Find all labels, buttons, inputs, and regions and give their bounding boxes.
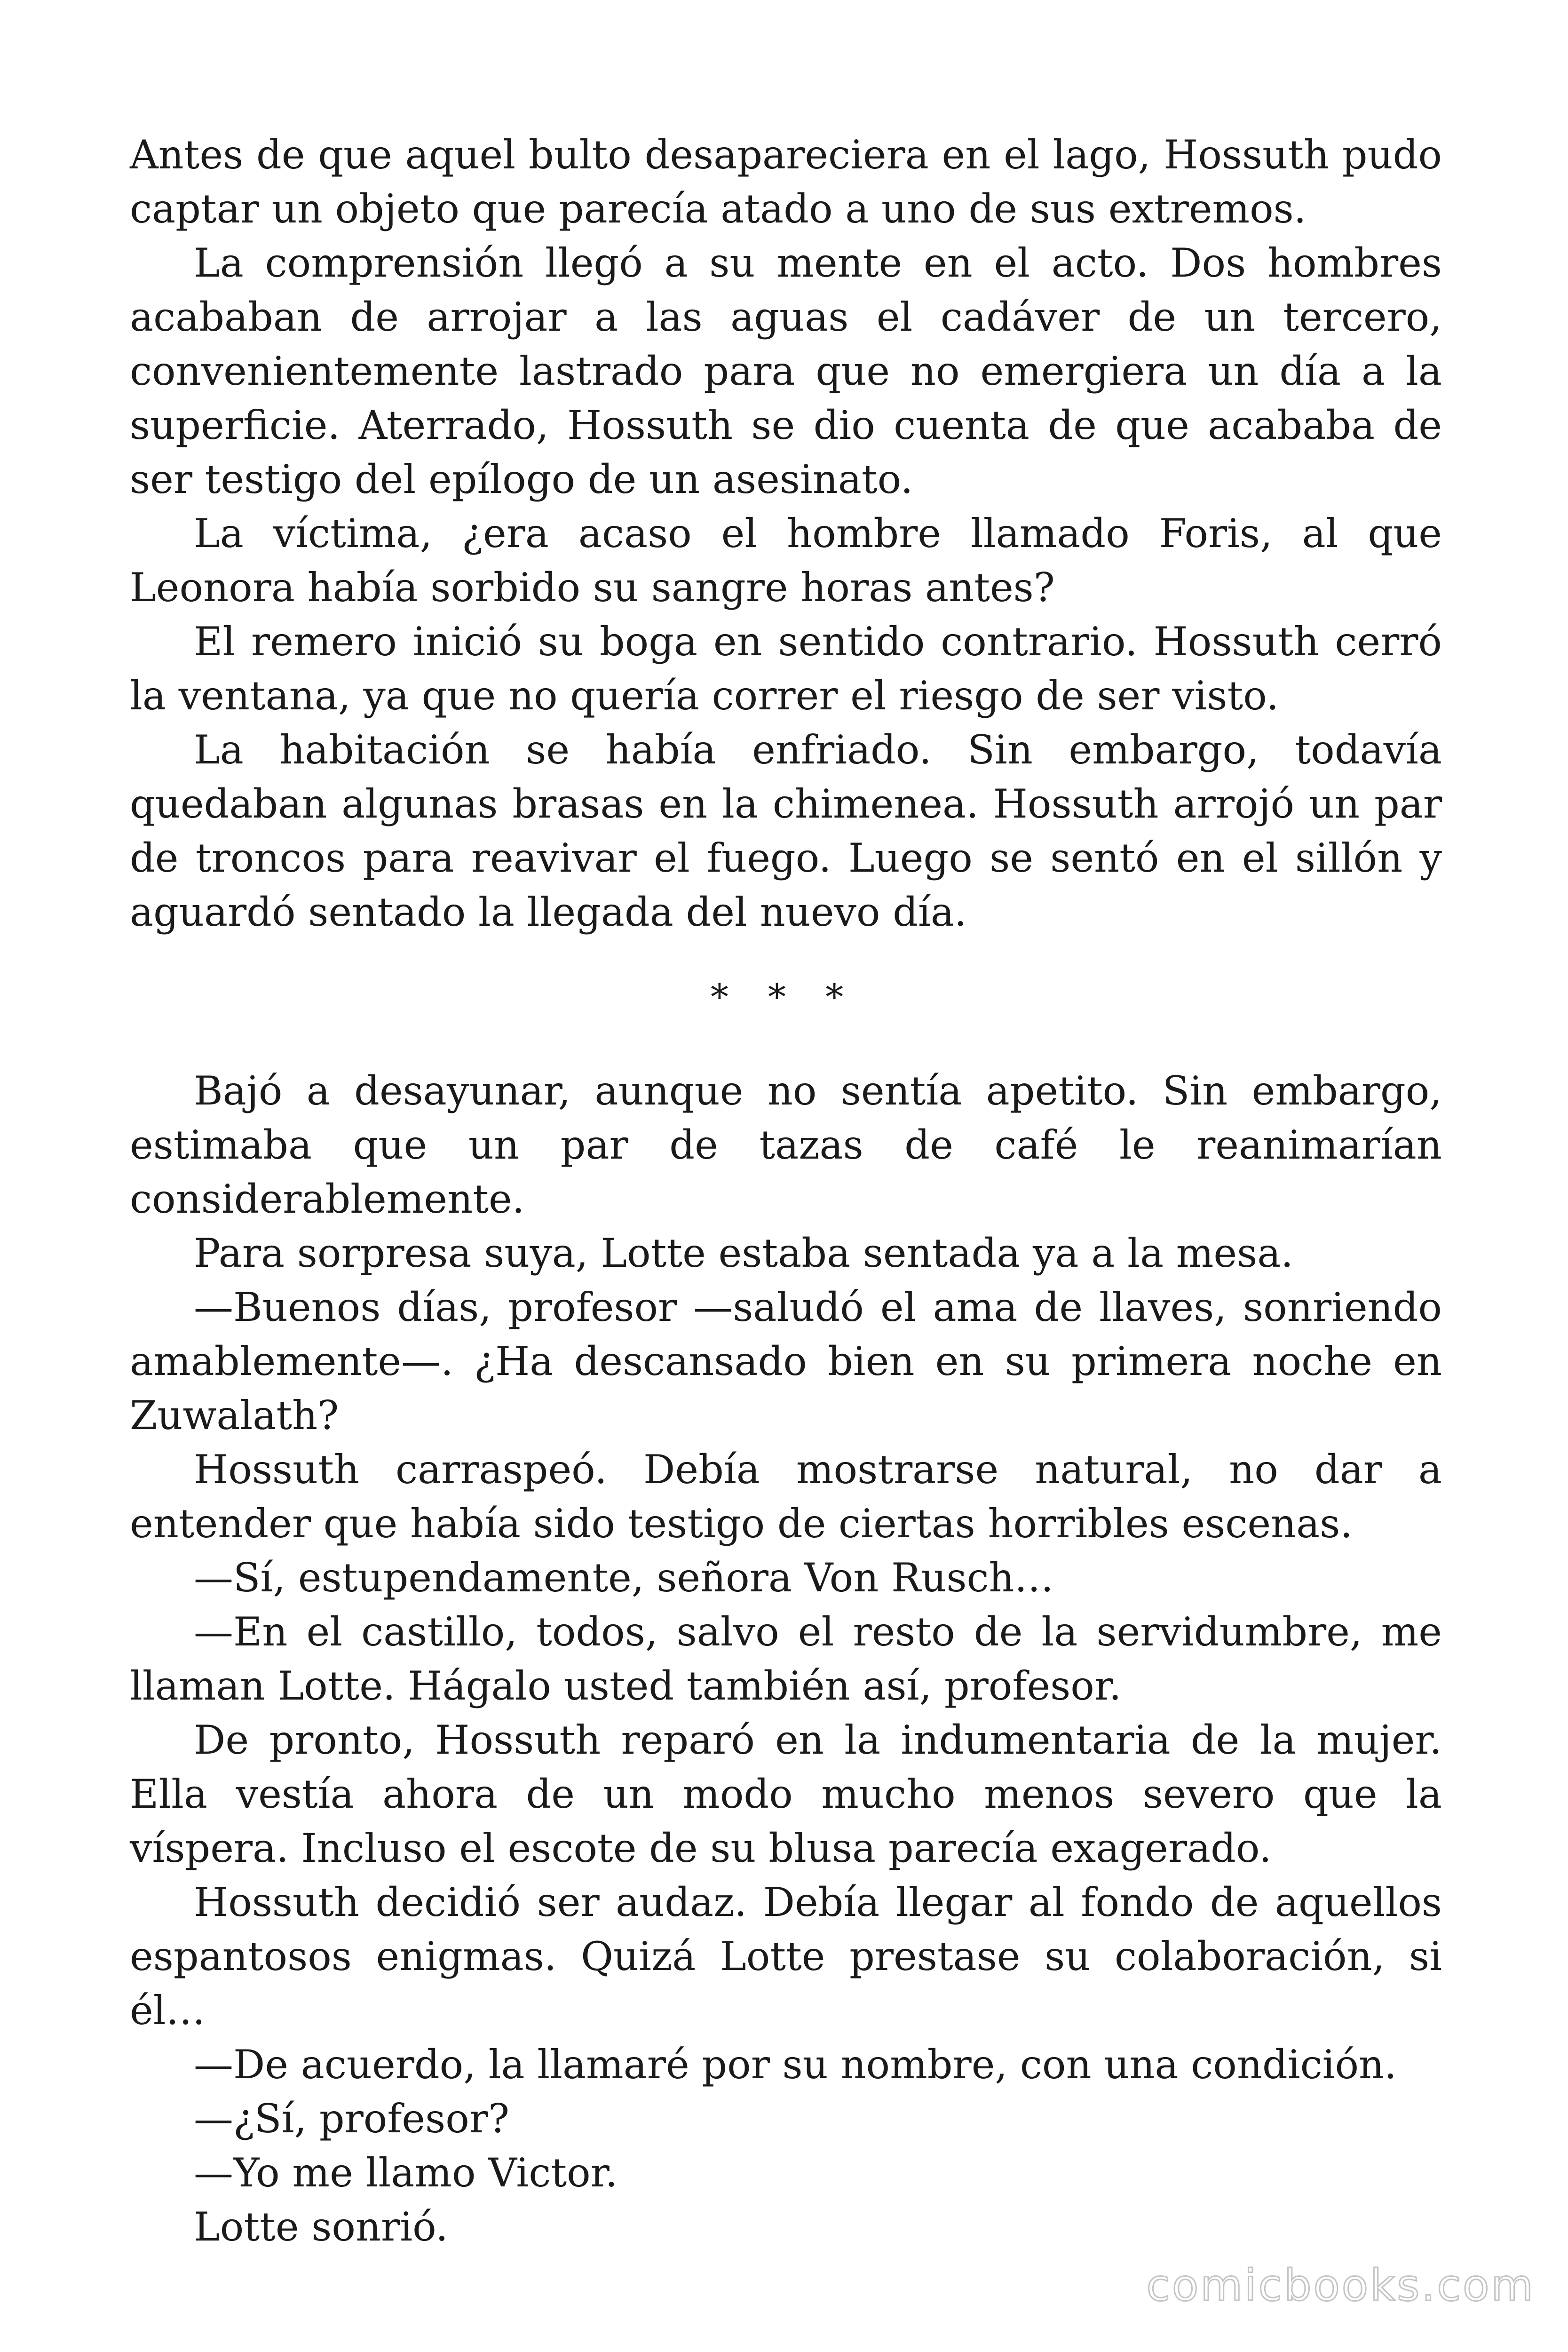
dialogue-paragraph: —¿Sí, profesor? [194,2096,510,2142]
section-two [130,1064,1442,2254]
paragraph: Para sorpresa suya, Lotte estaba sentada ya a la mesa. [194,1230,1293,1276]
dialogue-paragraph: —Sí, estupendamente, señora Von Rusch… [194,1555,1054,1601]
paragraph: El remero inició su boga en sentido contrario. Hossuth cerró la ventana, ya que no quería correr el riesgo de ser visto. [130,619,1442,719]
paragraph: De pronto, Hossuth reparó en la indumentaria de la mujer. Ella vestía ahora de un modo mucho menos severo que la víspera. Incluso el escote de su blusa parecía exagerado. [130,1717,1442,1871]
paragraph: Hossuth carraspeó. Debía mostrarse natural, no dar a entender que había sido testigo de ciertas horribles escenas. [130,1446,1442,1547]
paragraph: La habitación se había enfriado. Sin embargo, todavía quedaban algunas brasas en la chimenea. Hossuth arrojó un par de troncos para reavivar el fuego. Luego se sentó en el sillón y aguardó sentado la llegada del nuevo día. [130,727,1442,935]
paragraph: La comprensión llegó a su mente en el acto. Dos hombres acababan de arrojar a las aguas el cadáver de un tercero, convenientemente lastrado para que no emergiera un día a la superficie. Aterrado, Hossuth se dio cuenta de que acababa de ser testigo del epílogo de un asesinato. [130,240,1442,502]
dialogue-paragraph: —De acuerdo, la llamaré por su nombre, con una condición. [194,2042,1397,2088]
site-watermark: comicbooks.com [1146,2260,1535,2311]
section-one [130,128,1442,939]
dialogue-paragraph: —Yo me llamo Victor. [194,2150,618,2196]
paragraph: Bajó a desayunar, aunque no sentía apetito. Sin embargo, estimaba que un par de tazas de café le reanimarían considerablemente. [130,1068,1442,1222]
paragraph: La víctima, ¿era acaso el hombre llamado Foris, al que Leonora había sorbido su sangre horas antes? [130,510,1442,611]
dialogue-paragraph: —Buenos días, profesor —saludó el ama de llaves, sonriendo amablemente—. ¿Ha descansado bien en su primera noche en Zuwalath? [130,1284,1442,1438]
paragraph: Lotte sonrió. [194,2204,448,2250]
paragraph: Antes de que aquel bulto desapareciera en el lago, Hossuth pudo captar un objeto que parecía atado a uno de sus extremos. [130,132,1442,232]
dialogue-paragraph: —En el castillo, todos, salvo el resto de la servidumbre, me llaman Lotte. Hágalo usted también así, profesor. [130,1609,1442,1709]
scene-separator: * * * [710,976,858,1018]
paragraph: Hossuth decidió ser audaz. Debía llegar al fondo de aquellos espantosos enigmas. Quizá Lotte prestase su colaboración, si él… [130,1879,1442,2034]
